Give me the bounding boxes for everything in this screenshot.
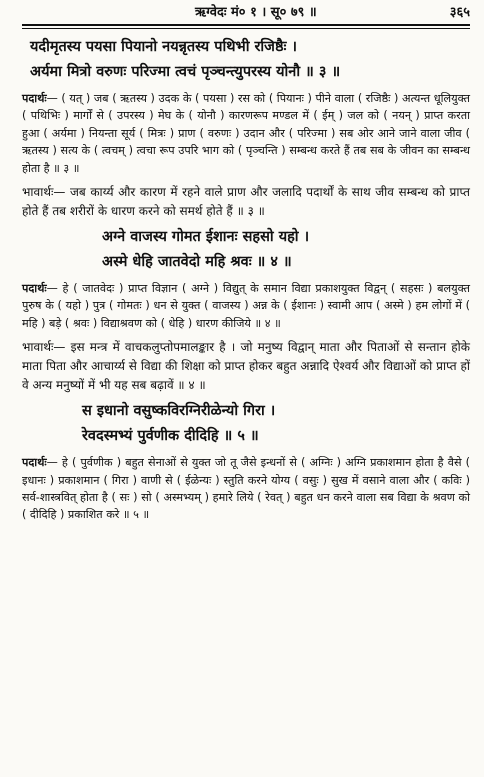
mantra-4-line-1: अग्ने वाजस्य गोमत ईशानः सहसो यहो । <box>102 229 310 246</box>
padartha-5-text: — हे ( पुर्वणीक ) बहुत सेनाओं से युक्त जो तू जैसे इन्धनों से ( अग्निः ) अग्नि प्रकाशमान होता है वैसे ( इधानः ) प्रकाशमान ( गिरा ) वाणी से ( ईळेन्यः ) स्तुति करने योग्य ( वसुः ) सुख में वसाने वाला और ( कविः ) सर्व-शास्त्रवित् होता है ( सः ) सो ( अस्मभ्यम् ) हमारे लिये ( रेवत् ) बहुत धन करने वाला सब विद्या के श्रवण को ( दीदिहि ) प्रकाशित करे ॥ ५ ॥ <box>22 456 470 522</box>
bhavartha-3-text: — जब कार्य्य और कारण में रहने वाले प्राण और जलादि पदार्थों के साथ जीव सम्बन्ध को प्राप्त होते हैं तब शरीरों के धारण करने को समर्थ होते हैं ॥ ३ ॥ <box>22 185 470 219</box>
padartha-4-label: पदार्थः <box>22 282 47 296</box>
padartha-3 <box>22 90 470 177</box>
mantra-5-line-1: स इधानो वसुष्कविरग्निरीळेन्यो गिरा । <box>82 403 276 420</box>
mantra-3-line-1: यदीमृतस्य पयसा पियानो नयन्नृतस्य पथिभी रजिष्ठैः । <box>30 39 297 55</box>
page-number: ३६५ <box>449 5 470 20</box>
padartha-4 <box>22 280 470 332</box>
padartha-5-label: पदार्थः <box>22 456 47 470</box>
bhavartha-3 <box>22 183 470 221</box>
mantra-5-line-2: रेवदस्मभ्यं पुर्वणीक दीदिहि ॥ ५ ॥ <box>82 428 259 445</box>
page-header <box>22 2 470 24</box>
header-rule <box>22 24 470 29</box>
padartha-3-label: पदार्थः <box>22 92 47 105</box>
mantra-4-line-2: अस्मे धेहि जातवेदो महि श्रवः ॥ ४ ॥ <box>102 254 292 271</box>
padartha-3-text: — ( यत् ) जब ( ऋतस्य ) उदक के ( पयसा ) रस को ( पियानः ) पीने वाला ( रजिष्ठैः ) अत्यन्त धूलियुक्त ( पथिभिः ) मार्गों से ( उपरस्य ) मेघ के ( योनौ ) कारणरूप मण्डल में ( ईम् ) जल को ( नयन् ) प्राप्त करता हुआ ( अर्यमा ) नियन्ता सूर्य ( मित्रः ) प्राण ( वरुणः ) उदान और ( परिज्मा ) सब ओर आने जाने वाला जीव ( ऋतस्य ) सत्य के ( त्वचम् ) त्वचा रूप उपरि भाग को ( पृञ्चन्ति ) सम्बन्ध करते हैं तब सब के जीवन का सम्बन्ध होता है ॥ ३ ॥ <box>22 92 470 175</box>
bhavartha-4 <box>22 338 470 395</box>
bhavartha-4-text: — इस मन्त्र में वाचकलुप्तोपमालङ्कार है । जो मनुष्य विद्वान् माता और पिताओं से सन्तान होके माता पिता और आचार्य्य से विद्या की शिक्षा को प्राप्त होकर बहुत अन्नादि ऐश्वर्य और विद्याओं को प्राप्त हों वे अन्य मनुष्यों में भी यह सब बढ़ावें ॥ ४ ॥ <box>22 340 470 393</box>
mantra-3-line-2: अर्यमा मित्रो वरुणः परिज्मा त्वचं पृञ्चन्त्युपरस्य योनौ ॥ ३ ॥ <box>30 64 341 80</box>
bhavartha-3-label: भावार्थः <box>22 185 54 200</box>
running-title: ऋग्वेदः मं० १ । सू० ७९ ॥ <box>194 5 317 20</box>
padartha-5 <box>22 454 470 524</box>
bhavartha-4-label: भावार्थः <box>22 340 54 355</box>
padartha-4-text: — हे ( जातवेदः ) प्राप्त विज्ञान ( अग्ने ) विद्युत् के समान विद्या प्रकाशयुक्त विद्वन् ( सहसः ) बलयुक्त पुरुष के ( यहो ) पुत्र ( गोमतः ) धन से युक्त ( वाजस्य ) अन्न के ( ईशानः ) स्वामी आप ( अस्मे ) हम लोगों में ( महि ) बड़े ( श्रवः ) विद्याश्रवण को ( धेहि ) धारण कीजिये ॥ ४ ॥ <box>22 282 470 330</box>
